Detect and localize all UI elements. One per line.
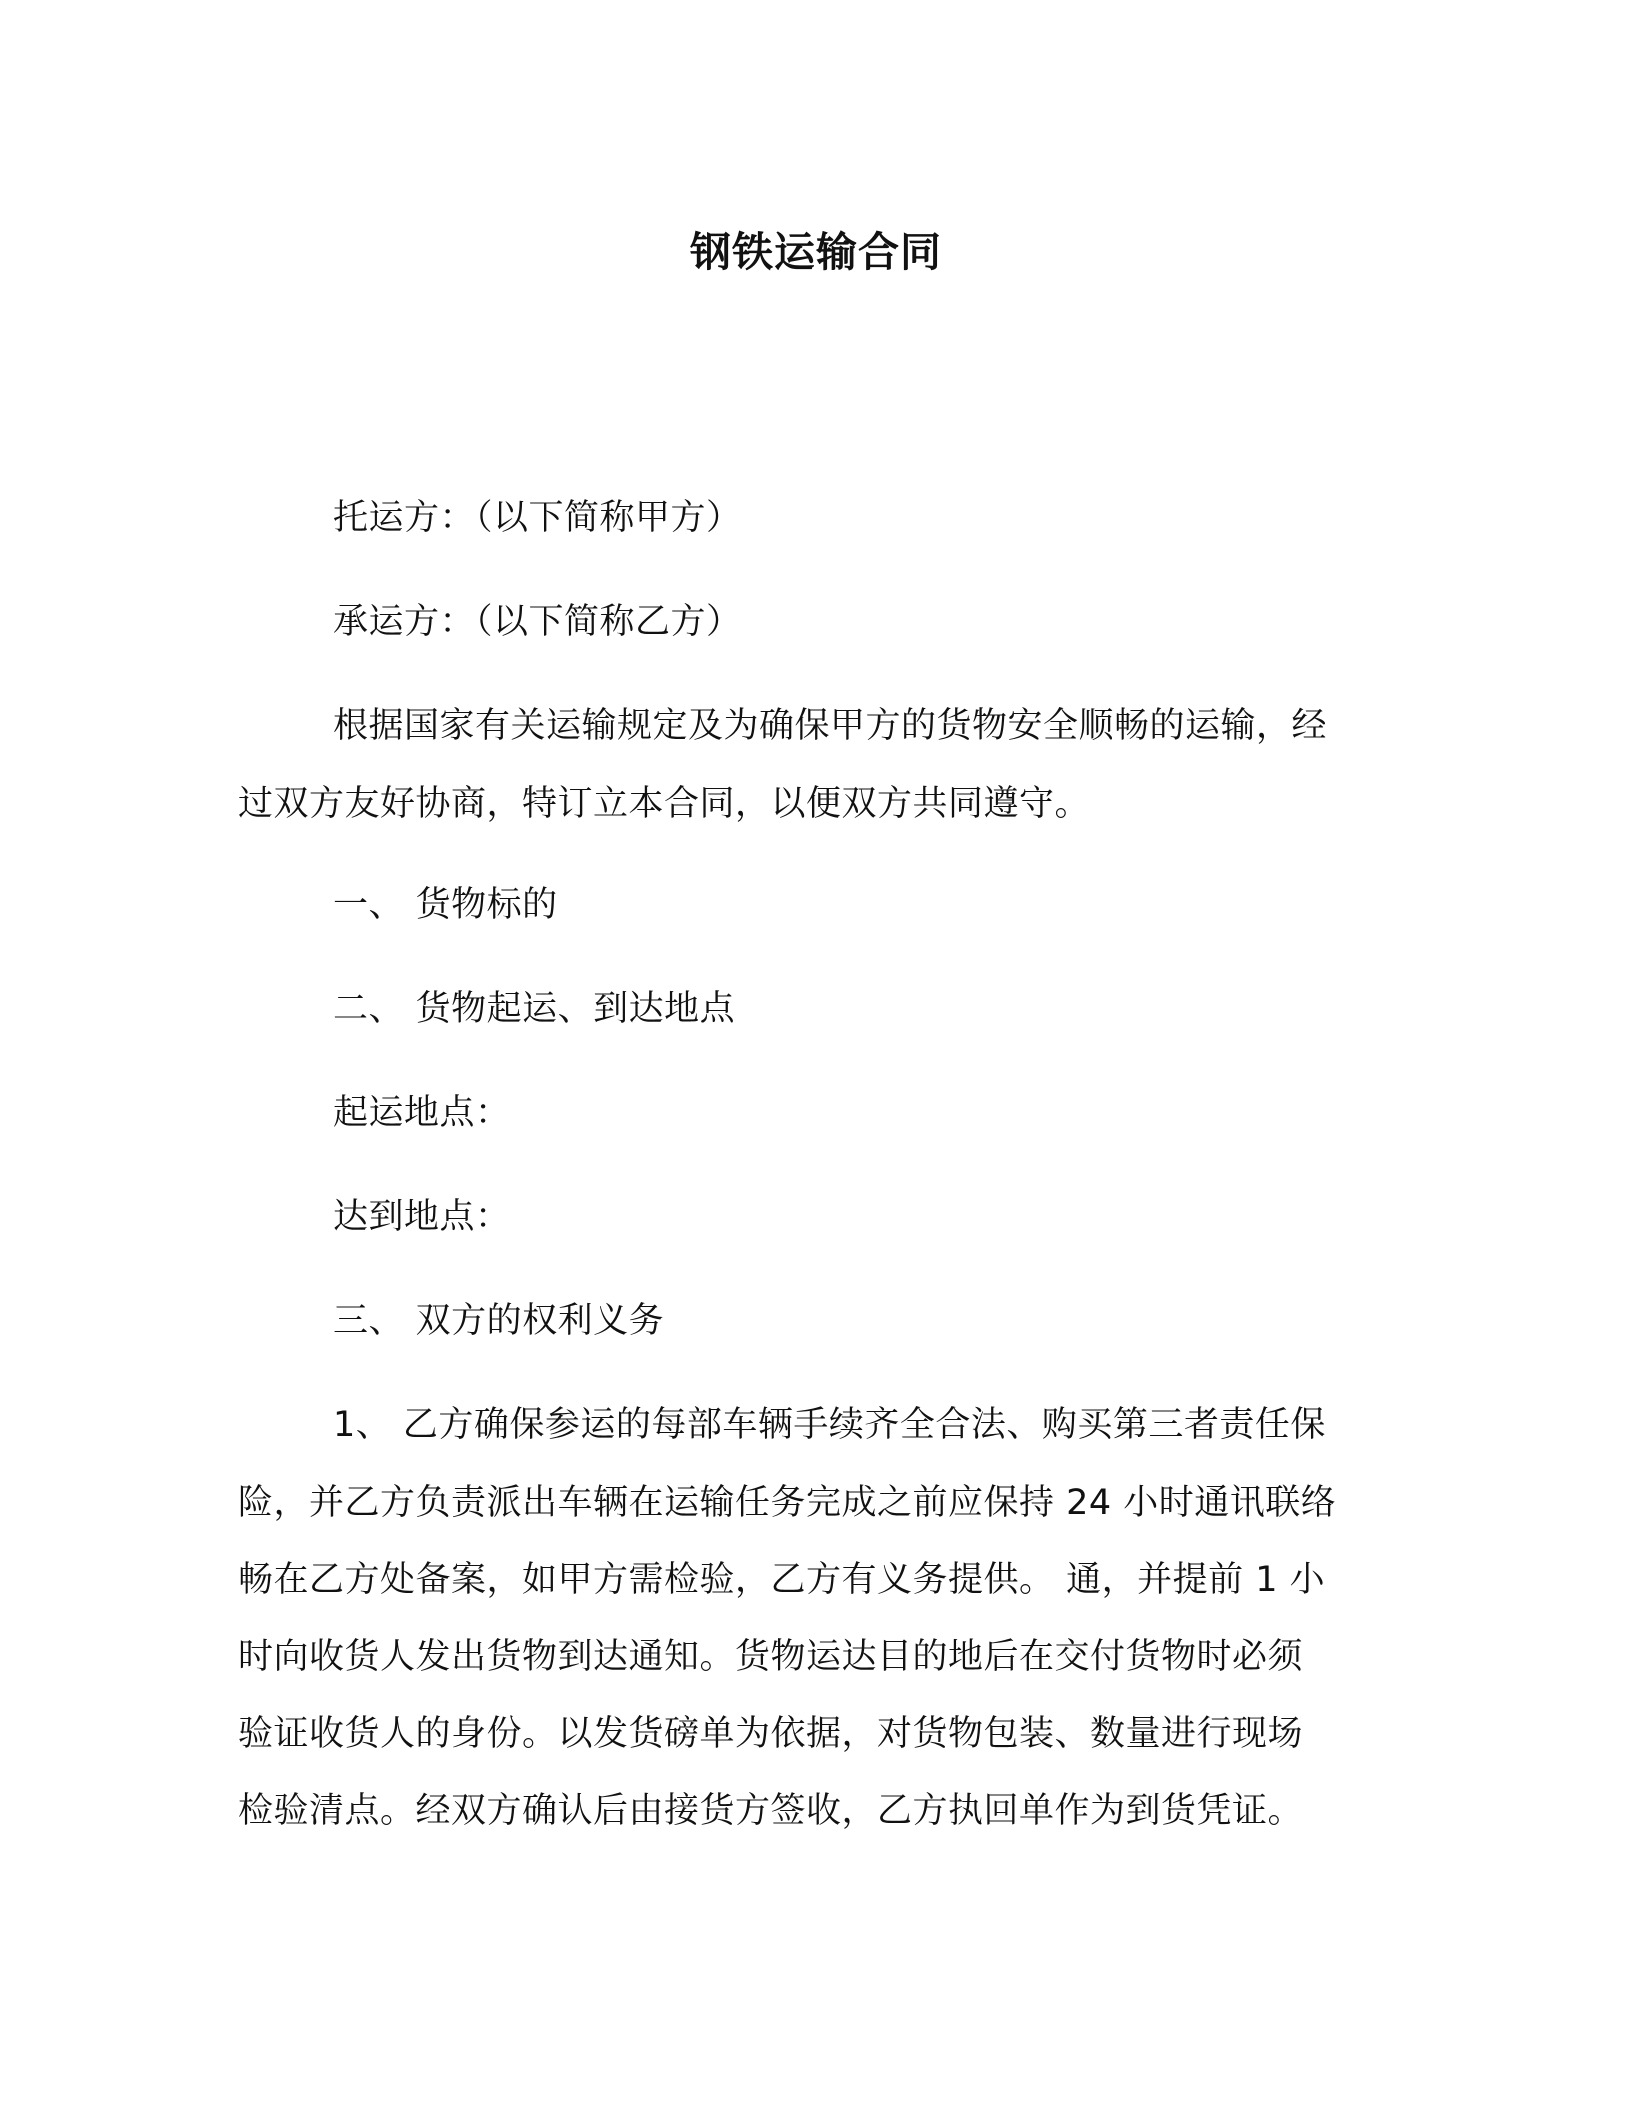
intro-paragraph-line-1: 根据国家有关运输规定及为确保甲方的货物安全顺畅的运输，经 [333, 706, 1328, 746]
clause-1-line-6: 检验清点。经双方确认后由接货方签收，乙方执回单作为到货凭证。 [238, 1791, 1304, 1831]
document-title: 钢铁运输合同 [690, 228, 942, 276]
clause-1-line-1: 1、 乙方确保参运的每部车辆手续齐全合法、购买第三者责任保 [333, 1405, 1326, 1445]
clause-1-line-3: 畅在乙方处备案，如甲方需检验，乙方有义务提供。 通，并提前 1 小 [238, 1560, 1326, 1600]
destination-line: 达到地点： [333, 1197, 511, 1237]
clause-1-line-4: 时向收货人发出货物到达通知。货物运达目的地后在交付货物时必须 [238, 1637, 1304, 1677]
origin-line: 起运地点： [333, 1093, 511, 1133]
clause-1-line-5: 验证收货人的身份。以发货磅单为依据，对货物包装、数量进行现场 [238, 1714, 1304, 1754]
section-heading-3: 三、 双方的权利义务 [333, 1301, 665, 1341]
intro-paragraph-line-2: 过双方友好协商，特订立本合同，以便双方共同遵守。 [238, 784, 1091, 824]
section-heading-2: 二、 货物起运、到达地点 [333, 989, 736, 1029]
clause-1-line-2: 险，并乙方负责派出车辆在运输任务完成之前应保持 24 小时通讯联络 [238, 1483, 1337, 1523]
shipper-line: 托运方：（以下简称甲方） [333, 498, 742, 538]
section-heading-1: 一、 货物标的 [333, 885, 558, 925]
carrier-line: 承运方：（以下简称乙方） [333, 602, 742, 642]
